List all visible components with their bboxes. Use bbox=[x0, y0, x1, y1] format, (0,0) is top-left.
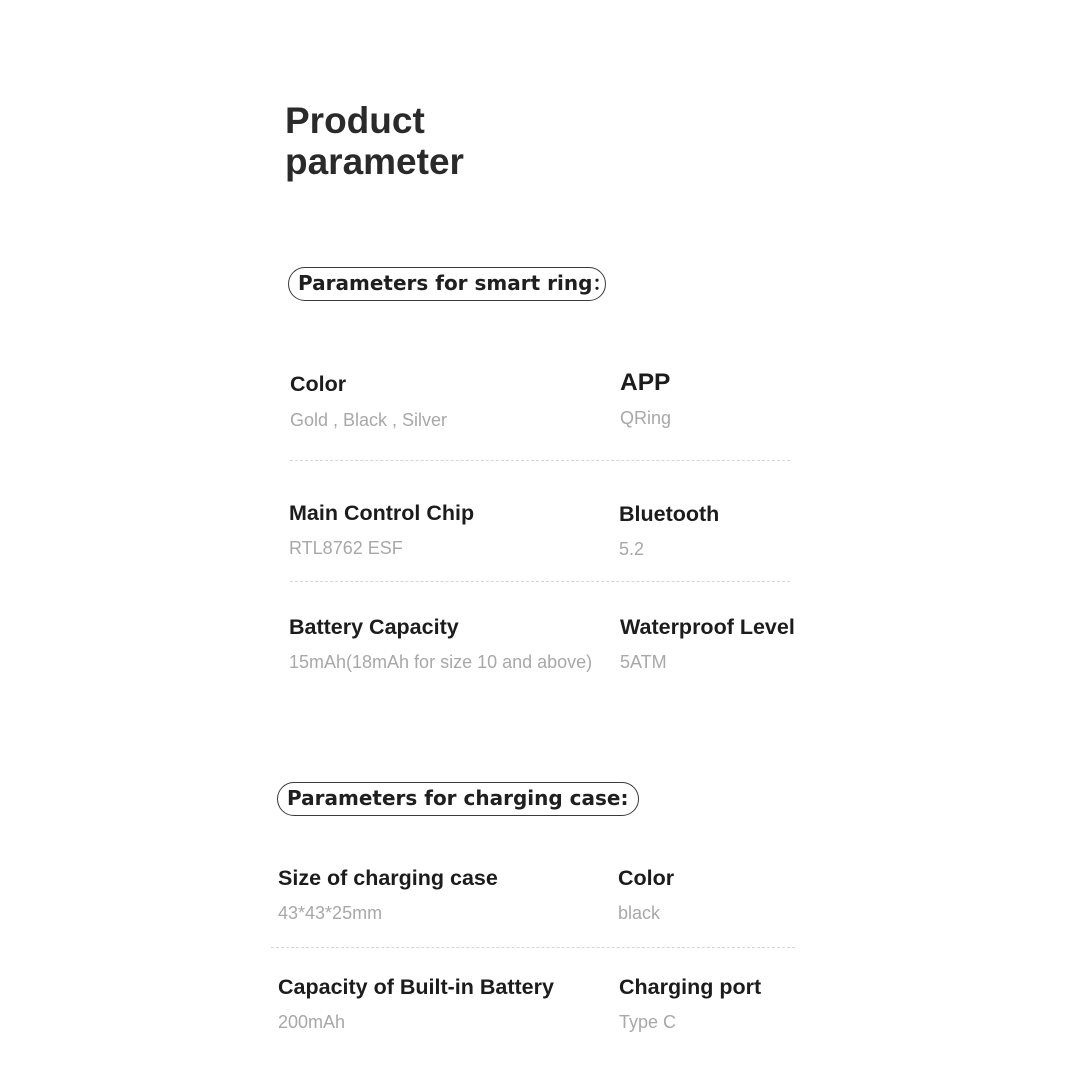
case-battery-value: 200mAh bbox=[278, 1012, 346, 1032]
case-color-label: Color bbox=[618, 866, 675, 890]
page-title-line-1: Product bbox=[285, 100, 425, 141]
case-color-value: black bbox=[618, 903, 661, 923]
ring-app-label: APP bbox=[620, 369, 671, 396]
ring-chip-value: RTL8762 ESF bbox=[289, 538, 403, 558]
page-title bbox=[285, 100, 585, 182]
case-divider bbox=[271, 947, 795, 948]
case-port-label: Charging port bbox=[619, 975, 762, 999]
ring-waterproof-label: Waterproof Level bbox=[620, 615, 795, 639]
case-battery-label: Capacity of Built-in Battery bbox=[278, 975, 554, 999]
ring-battery-label: Battery Capacity bbox=[289, 615, 459, 639]
ring-divider-1 bbox=[290, 460, 790, 461]
page-title-line-2: parameter bbox=[285, 141, 464, 182]
charging-case-section-heading: Parameters for charging case: bbox=[277, 782, 639, 816]
ring-color-label: Color bbox=[290, 372, 347, 396]
ring-bluetooth-value: 5.2 bbox=[619, 539, 645, 559]
case-port-value: Type C bbox=[619, 1012, 677, 1032]
case-size-value: 43*43*25mm bbox=[278, 903, 383, 923]
ring-color-value: Gold , Black , Silver bbox=[290, 410, 448, 430]
case-size-label: Size of charging case bbox=[278, 866, 498, 890]
smart-ring-section-heading: Parameters for smart ring： bbox=[288, 267, 606, 301]
ring-app-value: QRing bbox=[620, 408, 672, 428]
ring-divider-2 bbox=[290, 581, 790, 582]
ring-bluetooth-label: Bluetooth bbox=[619, 502, 720, 526]
ring-waterproof-value: 5ATM bbox=[620, 652, 667, 672]
ring-battery-value: 15mAh(18mAh for size 10 and above) bbox=[289, 652, 593, 672]
ring-chip-label: Main Control Chip bbox=[289, 501, 475, 525]
